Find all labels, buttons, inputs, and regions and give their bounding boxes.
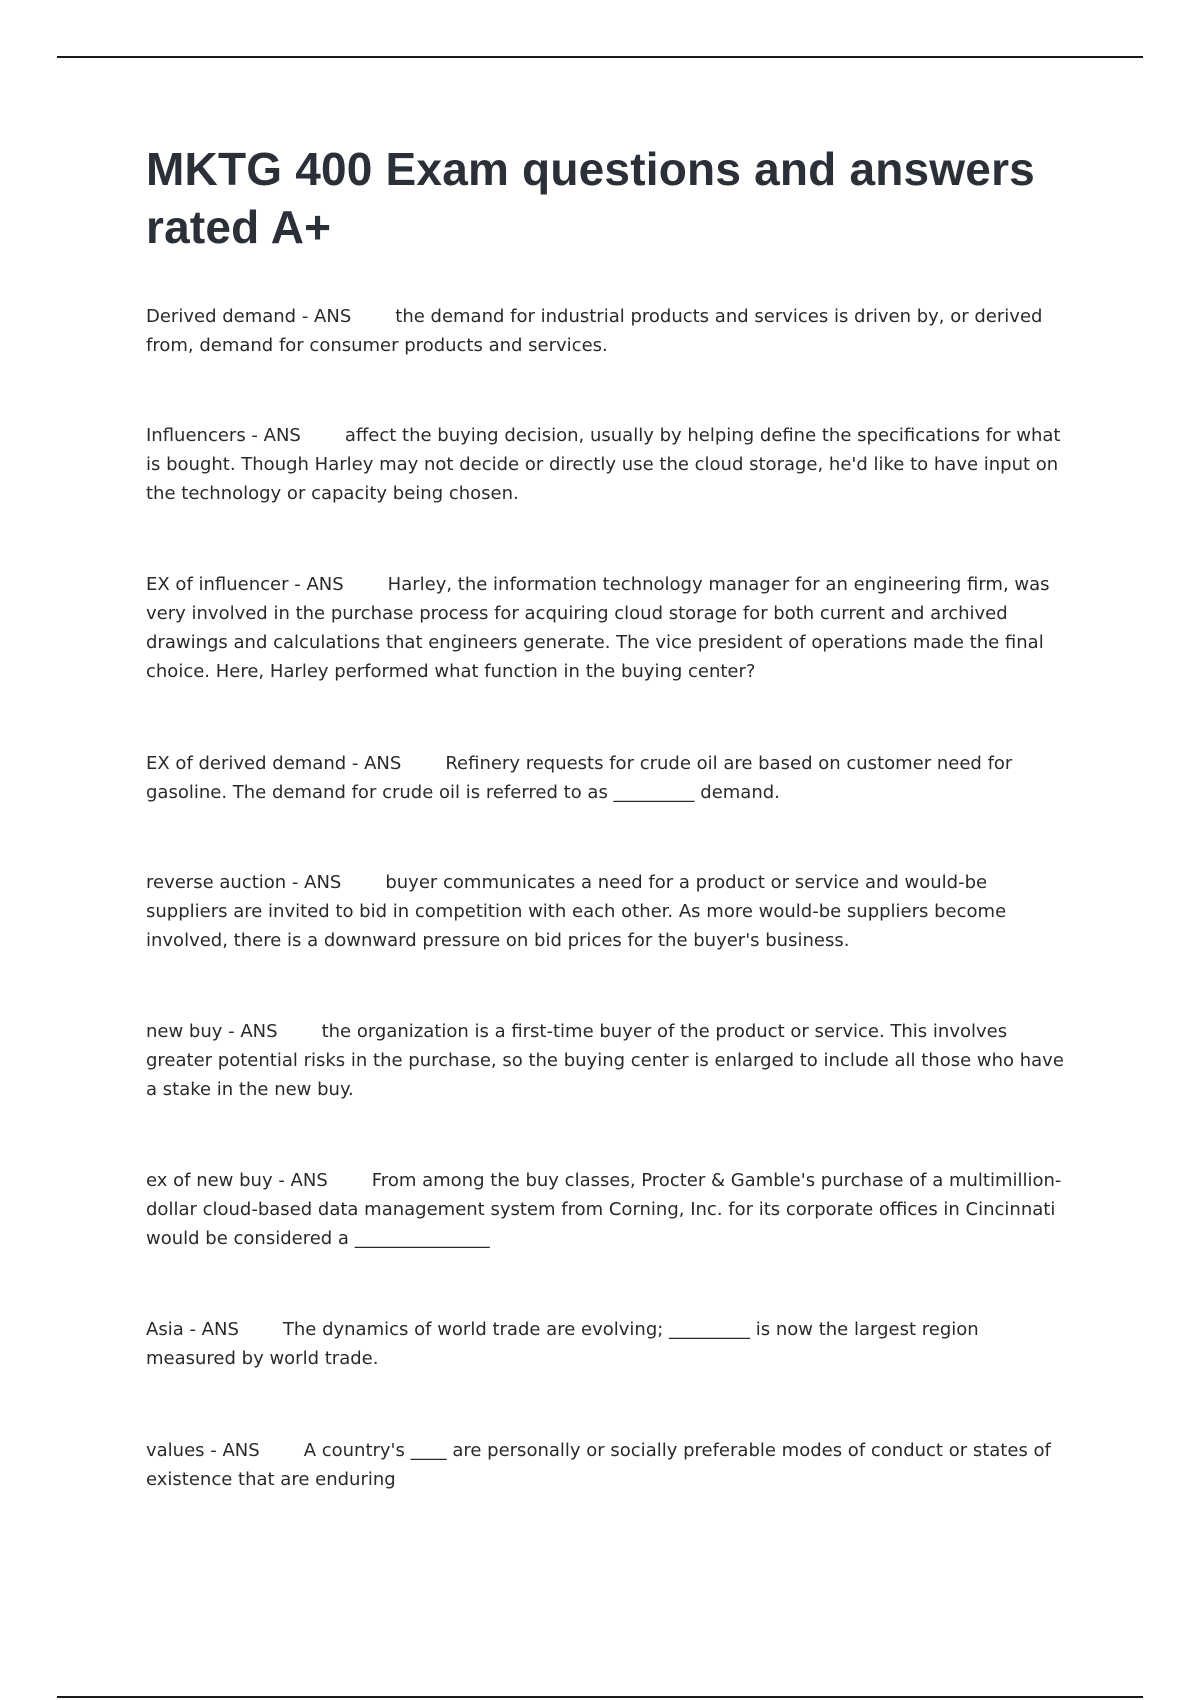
qa-term: values - ANS [146, 1440, 260, 1461]
qa-entry-new-buy [146, 1017, 1066, 1104]
qa-definition: From among the buy classes, Procter & Gamble's purchase of a multimillion-dollar cloud-based data management system from Corning, Inc. for its corporate offices in Cincinnati would be considered a _______________ [146, 1170, 1062, 1249]
document-body [146, 140, 1066, 1490]
qa-definition: Refinery requests for crude oil are based on customer need for gasoline. The demand for crude oil is referred to as _________ demand. [146, 753, 1013, 803]
qa-entry-ex-of-derived-demand [146, 749, 1066, 807]
qa-entry-reverse-auction [146, 868, 1066, 955]
qa-term: new buy - ANS [146, 1021, 278, 1042]
qa-definition: the organization is a first-time buyer of the product or service. This involves greater potential risks in the purchase, so the buying center is enlarged to include all those who have a stake in the new buy. [146, 1021, 1064, 1100]
qa-entry-values [146, 1436, 1066, 1494]
qa-entry-asia [146, 1315, 1066, 1373]
qa-definition: A country's ____ are personally or socially preferable modes of conduct or states of existence that are enduring [146, 1440, 1051, 1490]
qa-term: reverse auction - ANS [146, 872, 342, 893]
qa-definition: The dynamics of world trade are evolving; _________ is now the largest region measured by world trade. [146, 1319, 979, 1369]
qa-term: ex of new buy - ANS [146, 1170, 328, 1191]
header-rule [57, 56, 1143, 58]
qa-term: Derived demand - ANS [146, 306, 352, 327]
qa-entry-ex-of-new-buy [146, 1166, 1066, 1253]
qa-term: Asia - ANS [146, 1319, 239, 1340]
qa-term: EX of derived demand - ANS [146, 753, 402, 774]
qa-definition: affect the buying decision, usually by helping define the specifications for what is bought. Though Harley may not decide or directly use the cloud storage, he'd like to have input on the technology or capacity being chosen. [146, 425, 1061, 504]
qa-entry-derived-demand [146, 302, 1066, 360]
footer-rule [57, 1696, 1143, 1698]
qa-entry-influencers [146, 421, 1066, 508]
document-title: MKTG 400 Exam questions and answers rated A+ [146, 143, 1035, 253]
qa-definition: buyer communicates a need for a product or service and would-be suppliers are invited to bid in competition with each other. As more would-be suppliers become involved, there is a downward pressure on bid prices for the buyer's business. [146, 872, 1007, 951]
qa-definition: Harley, the information technology manager for an engineering firm, was very involved in the purchase process for acquiring cloud storage for both current and archived drawings and calculations that engineers generate. The vice president of operations made the final choice. Here, Harley performed what function in the buying center? [146, 574, 1050, 682]
qa-term: Influencers - ANS [146, 425, 301, 446]
qa-definition: the demand for industrial products and services is driven by, or derived from, demand for consumer products and services. [146, 306, 1043, 356]
qa-term: EX of influencer - ANS [146, 574, 344, 595]
qa-entry-ex-of-influencer [146, 570, 1066, 686]
